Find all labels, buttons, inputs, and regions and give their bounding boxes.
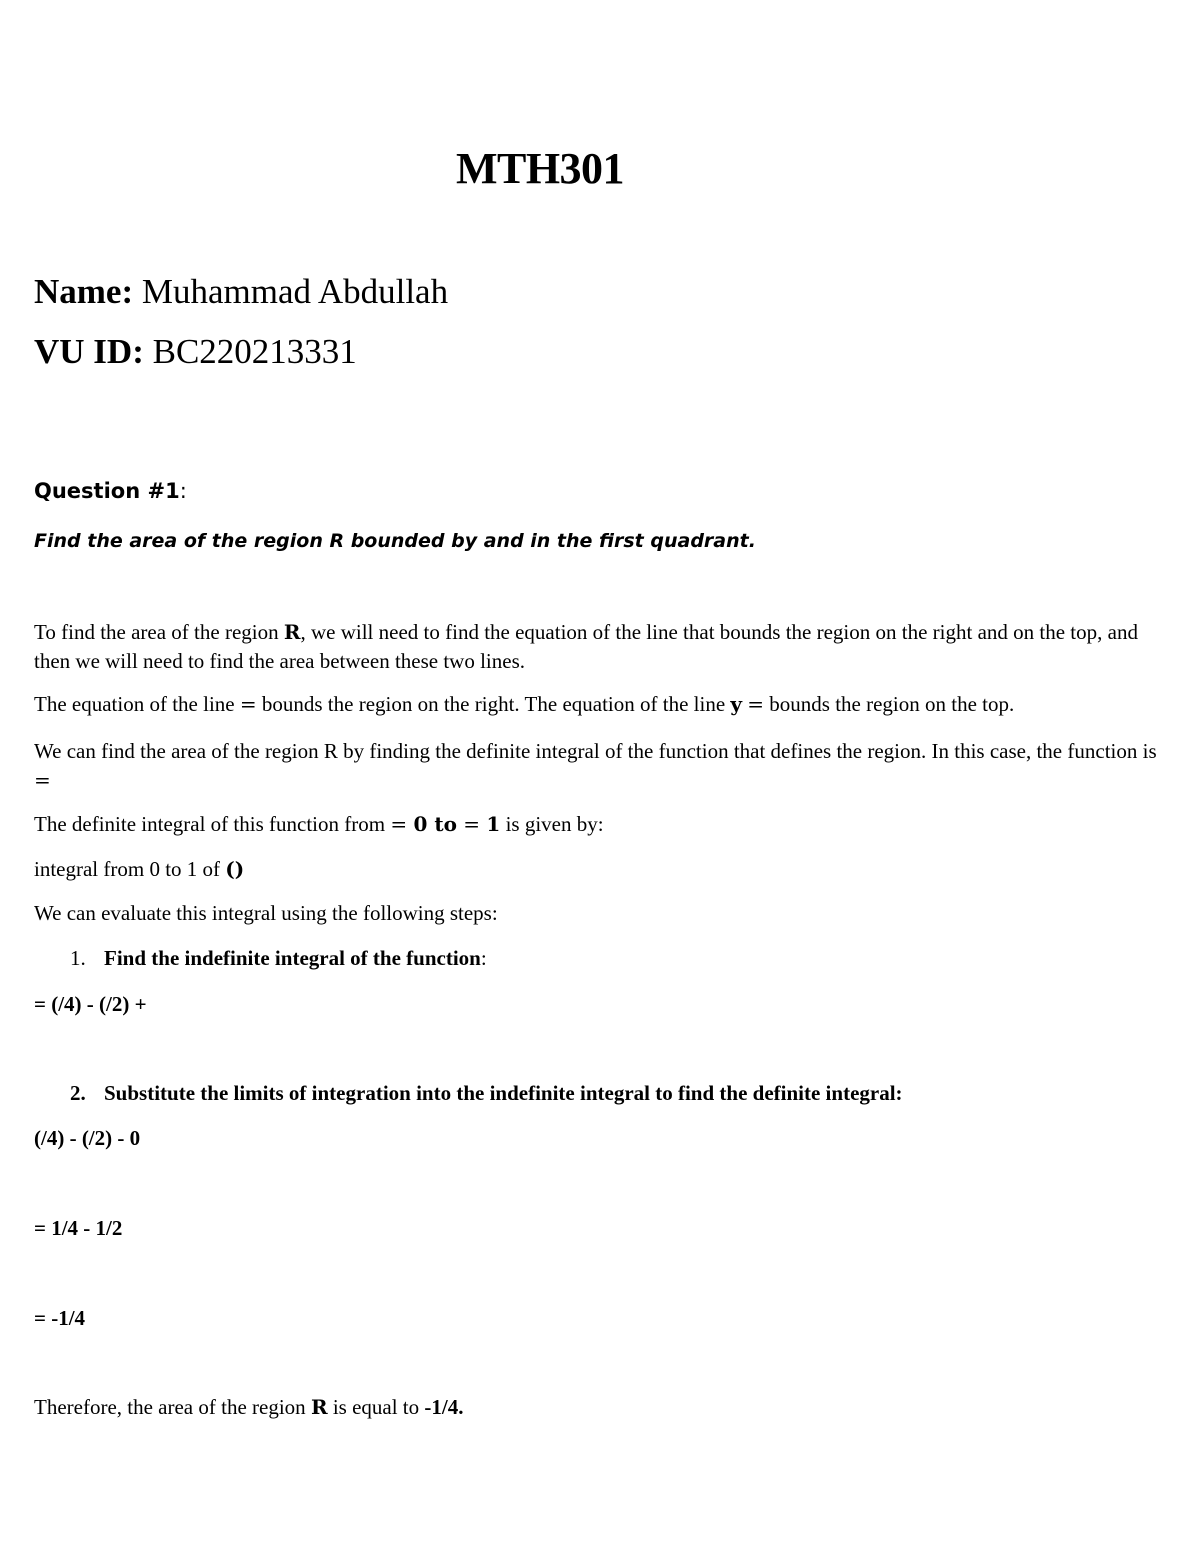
- paragraph-steps-intro: We can evaluate this integral using the following steps:: [34, 901, 498, 925]
- document-title: MTH301: [455, 144, 625, 193]
- student-name-line: [34, 272, 448, 312]
- equation-simplified: = 1/4 - 1/2: [34, 1216, 123, 1240]
- paragraph-intro: To find the area of the region R, we will need to find the equation of the line that bounds the region on the right and on the top, and then we will need to find the area between these two lines.: [34, 620, 1138, 673]
- question-heading: Question #1:: [34, 479, 187, 503]
- id-label: VU ID:: [34, 332, 144, 371]
- student-id-line: [34, 332, 357, 372]
- paragraph-integral-expression: integral from 0 to 1 of (): [34, 857, 245, 881]
- equation-indefinite: = (/4) - (/2) +: [34, 992, 147, 1016]
- step-2: 2. Substitute the limits of integration into the indefinite integral to find the definite integral:: [70, 1081, 903, 1105]
- paragraph-definite-integral: The definite integral of this function from = 0 to = 1 is given by:: [34, 812, 604, 836]
- name-value: Muhammad Abdullah: [141, 272, 449, 311]
- id-value: BC220213331: [152, 332, 357, 371]
- equation-substituted: (/4) - (/2) - 0: [34, 1126, 141, 1150]
- question-prompt: Find the area of the region R bounded by and in the first quadrant.: [34, 530, 756, 552]
- paragraph-function: We can find the area of the region R by finding the definite integral of the function that defines the region. In this case, the function is =: [34, 739, 1157, 792]
- paragraph-equations: The equation of the line = bounds the region on the right. The equation of the line y = bounds the region on the top.: [34, 692, 1015, 716]
- paragraph-conclusion: Therefore, the area of the region R is equal to -1/4.: [34, 1395, 464, 1419]
- step-1: 1. Find the indefinite integral of the function:: [70, 946, 487, 970]
- equation-result: = -1/4: [34, 1306, 86, 1330]
- name-label: Name:: [34, 272, 134, 311]
